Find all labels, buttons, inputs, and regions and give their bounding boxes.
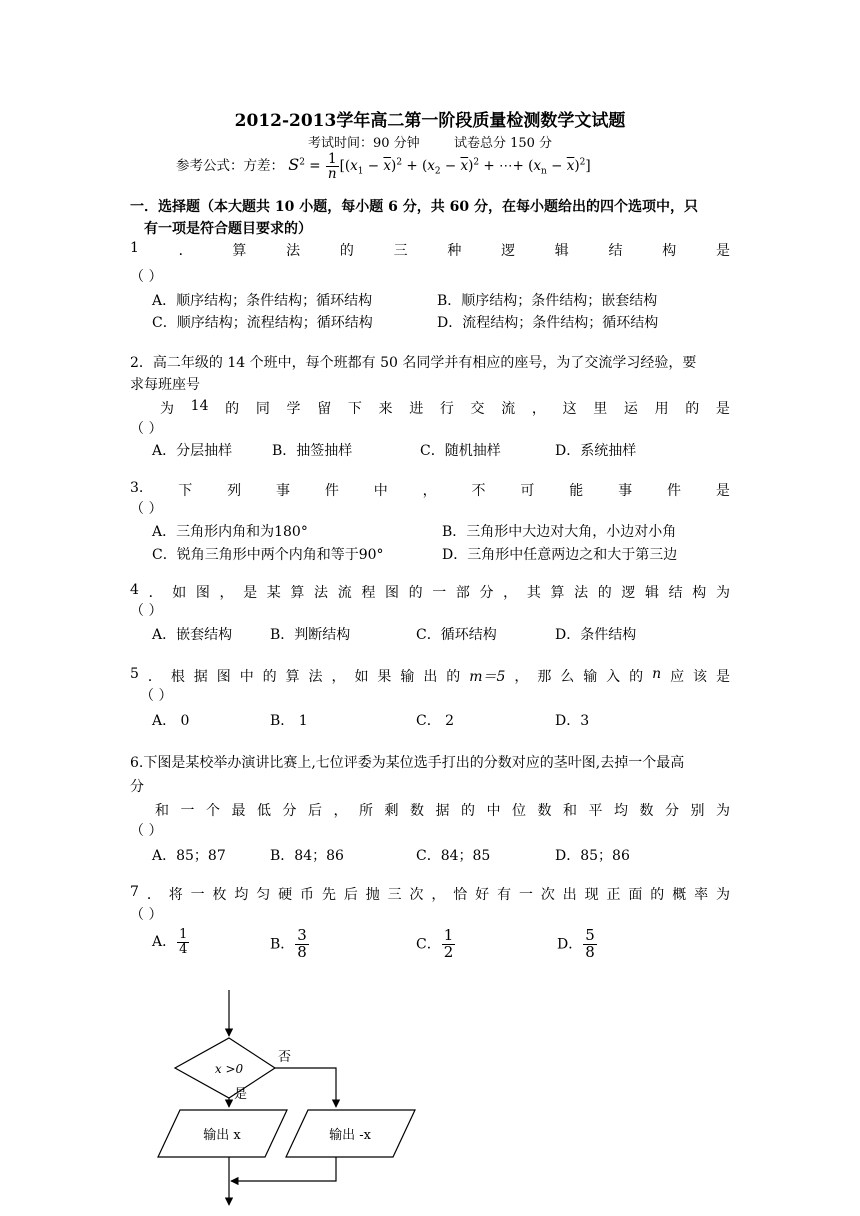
question-6-line1: 6.下图是某校举办演讲比赛上,七位评委为某位选手打出的分数对应的茎叶图,去掉一个最高 xyxy=(130,755,685,771)
question-3-option-a: A．三角形内角和为180° xyxy=(152,524,308,540)
question-1-option-c: C．顺序结构；流程结构；循环结构 xyxy=(152,315,373,331)
question-3-stem: 3. 下 列 事 件 中 ， 不 可 能 事 件 是 xyxy=(130,480,730,499)
exam-info xyxy=(0,132,860,151)
option-a-label: A． xyxy=(152,934,177,951)
question-5-option-d: D．3 xyxy=(555,713,590,729)
question-2-line3: 为 14 的 同 学 留 下 来 进 行 交 流 ， 这 里 运 用 的 是 xyxy=(160,398,730,417)
question-7-answer-blank: （ ） xyxy=(130,907,163,923)
question-1-option-d: D．流程结构；条件结构；循环结构 xyxy=(437,315,659,331)
question-6-option-b: B．84；86 xyxy=(270,848,344,864)
question-1-stem: 1 ． 算 法 的 三 种 逻 辑 结 构 是 xyxy=(130,240,730,259)
question-4-option-b: B．判断结构 xyxy=(270,627,351,643)
question-6-option-d: D．85；86 xyxy=(555,848,630,864)
question-7-option-a xyxy=(152,928,190,956)
flow-arrow-no xyxy=(275,1068,336,1107)
question-5-stem: 5 ． 根 据 图 中 的 算 法 ， 如 果 输 出 的 m＝5 ， 那 么 输 入 的 n 应 该 是 xyxy=(130,666,730,685)
question-1-answer-blank: （ ） xyxy=(130,269,163,285)
option-d-label: D． xyxy=(557,936,583,953)
question-5-option-c: C． 2 xyxy=(416,713,455,729)
option-c-label: C． xyxy=(416,936,441,953)
flow-arrow-merge xyxy=(231,1157,336,1181)
question-6-line3: 和 一 个 最 低 分 后 ， 所 剩 数 据 的 中 位 数 和 平 均 数 分 别 为 xyxy=(155,803,730,819)
question-7-option-b xyxy=(270,928,310,961)
question-2-line1: 2．高二年级的 14 个班中，每个班都有 50 名同学并有相应的座号，为了交流学习经验，要 xyxy=(130,355,697,371)
option-d-denominator: 8 xyxy=(585,942,595,961)
question-6-line2: 分 xyxy=(130,779,144,795)
question-4-option-c: C．循环结构 xyxy=(416,627,497,643)
option-c-numerator: 1 xyxy=(443,926,454,944)
question-1-option-b: B．顺序结构；条件结构；嵌套结构 xyxy=(437,293,658,309)
question-6-option-a: A．85；87 xyxy=(152,848,226,864)
q5-n-variable: n xyxy=(652,666,662,682)
question-2-option-c: C．随机抽样 xyxy=(420,443,501,459)
no-branch-label: 否 xyxy=(278,1050,292,1065)
option-a-numerator: 1 xyxy=(179,927,188,942)
question-2-answer-blank: （ ） xyxy=(130,421,163,437)
q5-m-value: m＝5 xyxy=(469,669,506,685)
yes-branch-label: 是 xyxy=(234,1087,248,1102)
option-a-denominator: 4 xyxy=(179,941,188,957)
question-2-option-a: A．分层抽样 xyxy=(152,443,233,459)
option-d-numerator: 5 xyxy=(585,926,595,944)
option-b-numerator: 3 xyxy=(297,926,307,944)
reference-formula xyxy=(176,152,591,181)
exam-time: 考试时间：90 分钟 xyxy=(307,136,420,151)
question-6-answer-blank: （ ） xyxy=(130,823,163,839)
output-neg-x-label: 输出 -x xyxy=(329,1128,371,1143)
question-3-option-d: D．三角形中任意两边之和大于第三边 xyxy=(442,547,678,563)
question-6-option-c: C．84；85 xyxy=(416,848,491,864)
option-c-denominator: 2 xyxy=(443,942,454,961)
section-heading-line2: 有一项是符合题目要求的） xyxy=(144,221,312,237)
question-4-answer-blank: （ ） xyxy=(130,603,163,619)
question-4-option-a: A．嵌套结构 xyxy=(152,627,233,643)
question-2-option-b: B．抽签抽样 xyxy=(272,443,353,459)
question-4-stem: 4 ． 如 图 ， 是 某 算 法 流 程 图 的 一 部 分 ， 其 算 法 的 逻 辑 结 构 为 xyxy=(130,582,730,601)
question-2-option-d: D．系统抽样 xyxy=(555,443,637,459)
section-heading xyxy=(130,196,736,240)
question-7-option-d xyxy=(557,928,598,961)
section-heading-line1: 一．选择题（本大题共 10 小题，每小题 6 分，共 60 分，在每小题给出的四个选项中，只 xyxy=(130,199,698,215)
question-3-option-b: B．三角形中大边对大角，小边对小角 xyxy=(442,524,677,540)
question-5-answer-blank: （ ） xyxy=(140,688,173,704)
output-x-label: 输出 x xyxy=(203,1128,241,1143)
formula-label: 参考公式：方差： xyxy=(176,158,284,175)
question-1-option-a: A．顺序结构；条件结构；循环结构 xyxy=(152,293,373,309)
exam-score: 试卷总分 150 分 xyxy=(453,136,553,151)
decision-condition: x >0 xyxy=(214,1062,244,1076)
variance-formula: $S^2$ = $\frac{1}{n}$ [$(x_1 - \overline{x})^2 + (x_2 - \overline{x})^2$ + ⋯+ $(x_n - \overline{x})^2$] xyxy=(288,151,591,183)
flowchart-diagram xyxy=(140,985,440,1213)
question-2-line2: 求每班座号 xyxy=(130,377,200,393)
option-b-denominator: 8 xyxy=(297,942,307,961)
question-7-stem: 7 ． 将 一 枚 均 匀 硬 币 先 后 抛 三 次 ， 恰 好 有 一 次 出 现 正 面 的 概 率 为 xyxy=(130,884,730,903)
question-3-answer-blank: （ ） xyxy=(130,501,163,517)
question-5-option-a: A． 0 xyxy=(152,713,190,729)
page-title: 2012-2013学年高二第一阶段质量检测数学文试题 xyxy=(234,111,626,131)
question-5-option-b: B． 1 xyxy=(270,713,308,729)
question-4-option-d: D．条件结构 xyxy=(555,627,637,643)
option-b-label: B． xyxy=(270,936,295,953)
question-3-option-c: C．锐角三角形中两个内角和等于90° xyxy=(152,547,384,563)
question-7-option-c xyxy=(416,928,456,961)
